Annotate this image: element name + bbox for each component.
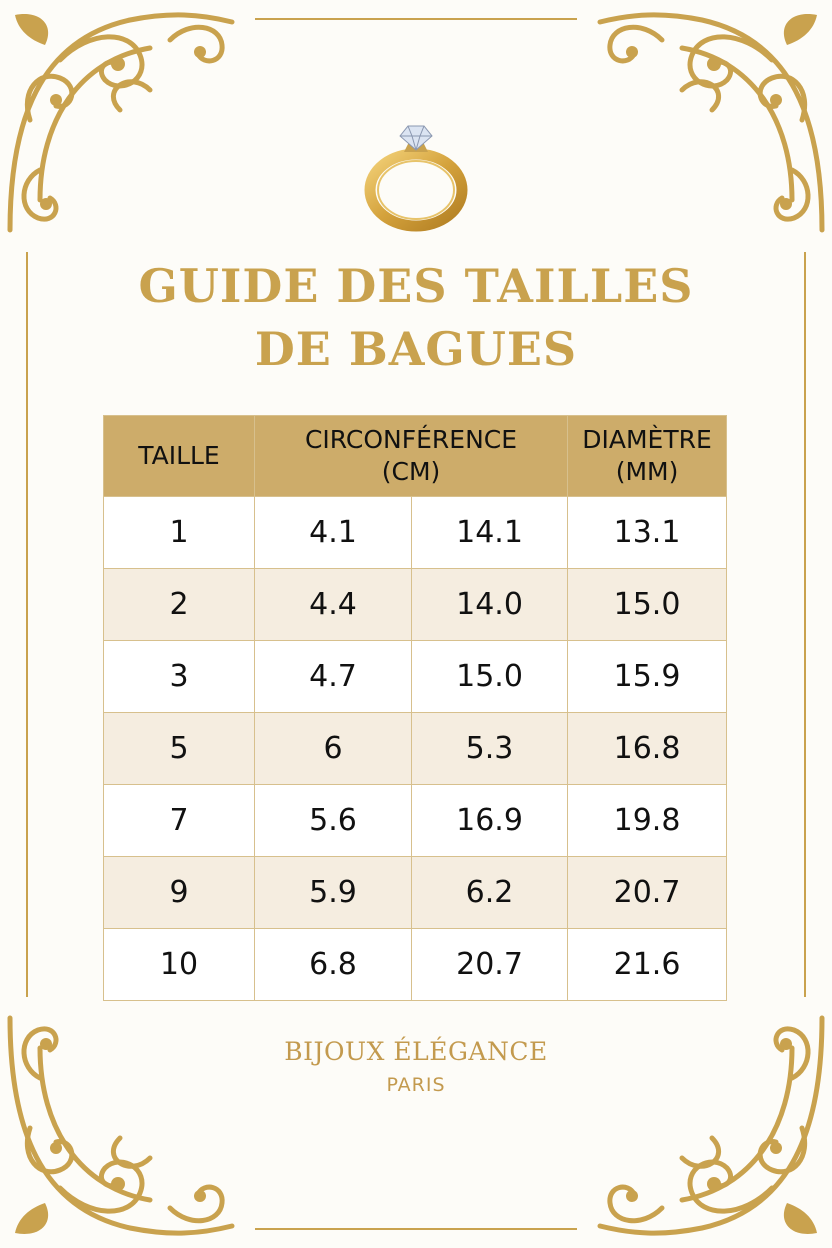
header-circumference: CIRCONFÉRENCE (CM): [255, 416, 568, 497]
brand-city: PARIS: [386, 1074, 446, 1096]
header-taille: TAILLE: [104, 416, 255, 497]
page-title-line-1: GUIDE DES TAILLES: [138, 259, 694, 313]
cell-diameter: 19.8: [568, 785, 727, 857]
cell-circumference-a: 4.1: [255, 497, 412, 569]
cell-diameter: 16.8: [568, 713, 727, 785]
ornate-corner-top-right-icon: [592, 0, 832, 240]
cell-diameter: 20.7: [568, 857, 727, 929]
ring-size-table: [103, 415, 727, 1001]
cell-diameter: 13.1: [568, 497, 727, 569]
table-row: [104, 713, 727, 785]
table-row: [104, 569, 727, 641]
cell-circumference-a: 5.9: [255, 857, 412, 929]
cell-circumference-b: 14.1: [412, 497, 568, 569]
cell-circumference-a: 6.8: [255, 929, 412, 1001]
table-row: [104, 497, 727, 569]
cell-circumference-a: 4.7: [255, 641, 412, 713]
cell-size: 7: [104, 785, 255, 857]
cell-diameter: 15.0: [568, 569, 727, 641]
cell-size: 9: [104, 857, 255, 929]
cell-circumference-b: 15.0: [412, 641, 568, 713]
table-row: [104, 785, 727, 857]
header-diameter: DIAMÈTRE (MM): [568, 416, 727, 497]
cell-size: 3: [104, 641, 255, 713]
cell-size: 1: [104, 497, 255, 569]
cell-size: 5: [104, 713, 255, 785]
cell-size: 10: [104, 929, 255, 1001]
cell-diameter: 21.6: [568, 929, 727, 1001]
table-row: [104, 857, 727, 929]
frame-top-line: [255, 18, 577, 20]
cell-size: 2: [104, 569, 255, 641]
diamond-ring-icon: [356, 122, 476, 232]
cell-circumference-a: 4.4: [255, 569, 412, 641]
cell-circumference-b: 20.7: [412, 929, 568, 1001]
cell-circumference-a: 5.6: [255, 785, 412, 857]
table-row: [104, 641, 727, 713]
brand-name: BIJOUX ÉLÉGANCE: [284, 1037, 548, 1066]
cell-circumference-b: 16.9: [412, 785, 568, 857]
ornate-corner-top-left-icon: [0, 0, 240, 240]
frame-bottom-line: [255, 1228, 577, 1230]
cell-circumference-b: 14.0: [412, 569, 568, 641]
cell-circumference-b: 6.2: [412, 857, 568, 929]
cell-diameter: 15.9: [568, 641, 727, 713]
cell-circumference-a: 6: [255, 713, 412, 785]
cell-circumference-b: 5.3: [412, 713, 568, 785]
table-row: [104, 929, 727, 1001]
page-title-line-2: DE BAGUES: [254, 322, 578, 376]
